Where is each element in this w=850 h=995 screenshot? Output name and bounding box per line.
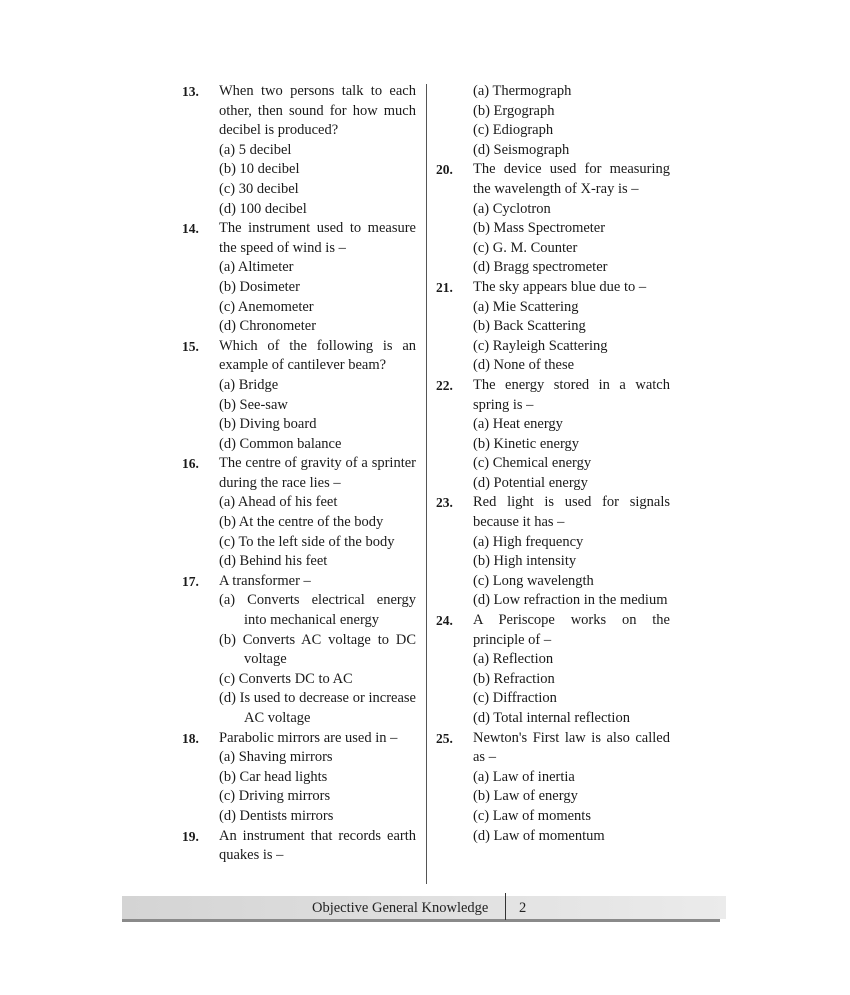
- option: (a) Ahead of his feet: [219, 494, 338, 511]
- option: (a) Law of inertia: [473, 768, 575, 785]
- option: (b) Ergograph: [473, 102, 555, 119]
- question-19-options: [432, 82, 670, 160]
- question-number: 14.: [182, 221, 199, 237]
- option: (a) Shaving mirrors: [219, 749, 333, 766]
- option: (d) Seismograph: [473, 141, 570, 158]
- option: (c) Converts DC to AC: [219, 670, 353, 687]
- footer-book-title: Objective General Knowledge: [312, 900, 489, 916]
- option: (d) Bragg spectrometer: [473, 259, 608, 276]
- question-number: 15.: [182, 338, 199, 354]
- option: (a) Thermograph: [473, 83, 572, 99]
- option: (d) Total internal reflection: [473, 710, 630, 726]
- question-text: When two persons talk to each other, then sound for how much decibel is produced?: [219, 83, 416, 139]
- question-number: 21.: [436, 279, 453, 295]
- option: (d) None of these: [473, 357, 575, 374]
- question-14: [178, 219, 416, 337]
- option: (c) Rayleigh Scattering: [473, 337, 608, 354]
- question-15: [178, 337, 416, 455]
- column-divider: [426, 84, 427, 884]
- option: (d) Dentists mirrors: [219, 807, 334, 824]
- question-21: [432, 278, 670, 376]
- option: (d) Law of momentum: [473, 827, 605, 844]
- option: (b) Kinetic energy: [473, 435, 580, 452]
- question-text: The sky appears blue due to –: [473, 278, 647, 295]
- question-text: A Periscope works on the principle of –: [473, 612, 670, 648]
- option: (b) Back Scattering: [473, 318, 586, 335]
- question-number: 22.: [436, 377, 453, 393]
- option: (d) Common balance: [219, 435, 342, 452]
- option: (b) Refraction: [473, 670, 555, 687]
- question-25: [432, 729, 670, 847]
- footer-separator: [505, 893, 506, 920]
- option: (d) 100 decibel: [219, 200, 307, 217]
- option: (c) To the left side of the body: [219, 533, 395, 550]
- question-number: 18.: [182, 730, 199, 746]
- option: (a) Mie Scattering: [473, 298, 579, 315]
- question-22: [432, 376, 670, 494]
- option: (a) Altimeter: [219, 259, 294, 276]
- question-text: Red light is used for signals because it has –: [473, 494, 670, 531]
- left-column: [178, 82, 416, 866]
- option: (b) Converts AC voltage to DC voltage: [219, 631, 416, 668]
- question-text: A transformer –: [219, 572, 311, 589]
- question-text: Which of the following is an example of cantilever beam?: [219, 337, 416, 374]
- option: (c) 30 decibel: [219, 180, 299, 197]
- question-text: The centre of gravity of a sprinter during the race lies –: [219, 455, 416, 491]
- option: (b) Mass Spectrometer: [473, 220, 606, 237]
- option: (c) Ediograph: [473, 122, 554, 139]
- option: (c) Law of moments: [473, 807, 591, 824]
- question-17: [178, 572, 416, 729]
- right-column: [432, 82, 670, 846]
- option: (a) Converts electrical energy into mechanical energy: [219, 592, 416, 629]
- option: (a) Bridge: [219, 376, 279, 393]
- question-13: [178, 82, 416, 219]
- option: (b) At the centre of the body: [219, 514, 384, 531]
- option: (c) Driving mirrors: [219, 788, 331, 805]
- question-number: 13.: [182, 84, 199, 99]
- option: (d) Behind his feet: [219, 553, 328, 570]
- option: (d) Potential energy: [473, 474, 588, 491]
- question-number: 16.: [182, 456, 199, 472]
- option: (b) Dosimeter: [219, 278, 300, 295]
- question-text: Parabolic mirrors are used in –: [219, 729, 398, 746]
- option: (a) Cyclotron: [473, 200, 551, 217]
- option: (d) Chronometer: [219, 318, 317, 335]
- option: (b) Diving board: [219, 416, 317, 433]
- question-24: [432, 611, 670, 729]
- option: (a) High frequency: [473, 533, 584, 550]
- question-number: 24.: [436, 613, 453, 629]
- question-text: The energy stored in a watch spring is –: [473, 376, 670, 413]
- question-20: [432, 160, 670, 278]
- question-19: [178, 827, 416, 866]
- question-16: [178, 454, 416, 572]
- option: (b) Car head lights: [219, 768, 328, 785]
- question-number: 20.: [436, 162, 453, 178]
- question-18: [178, 729, 416, 827]
- question-text: Newton's First law is also called as –: [473, 729, 670, 766]
- page-number: 2: [519, 900, 527, 916]
- option: (b) Law of energy: [473, 788, 578, 805]
- footer-rule: [122, 919, 720, 922]
- question-23: [432, 493, 670, 611]
- option: (a) Heat energy: [473, 416, 563, 433]
- option: (c) Diffraction: [473, 690, 557, 707]
- option: (c) Long wavelength: [473, 572, 594, 589]
- question-number: 23.: [436, 495, 453, 511]
- option: (b) See-saw: [219, 396, 288, 413]
- option: (b) High intensity: [473, 553, 577, 570]
- option: (d) Is used to decrease or increase AC voltage: [219, 690, 416, 726]
- question-text: The device used for measuring the wavelength of X-ray is –: [473, 161, 670, 197]
- option: (b) 10 decibel: [219, 161, 300, 178]
- question-text: An instrument that records earth quakes is –: [219, 827, 416, 864]
- option: (a) 5 decibel: [219, 141, 292, 158]
- option: (a) Reflection: [473, 651, 554, 668]
- question-number: 17.: [182, 573, 199, 589]
- option: (d) Low refraction in the medium: [473, 592, 668, 609]
- option: (c) G. M. Counter: [473, 239, 578, 256]
- option: (c) Anemometer: [219, 298, 314, 315]
- option: (c) Chemical energy: [473, 455, 592, 472]
- question-number: 19.: [182, 828, 199, 844]
- question-text: The instrument used to measure the speed of wind is –: [219, 220, 416, 256]
- question-number: 25.: [436, 730, 453, 746]
